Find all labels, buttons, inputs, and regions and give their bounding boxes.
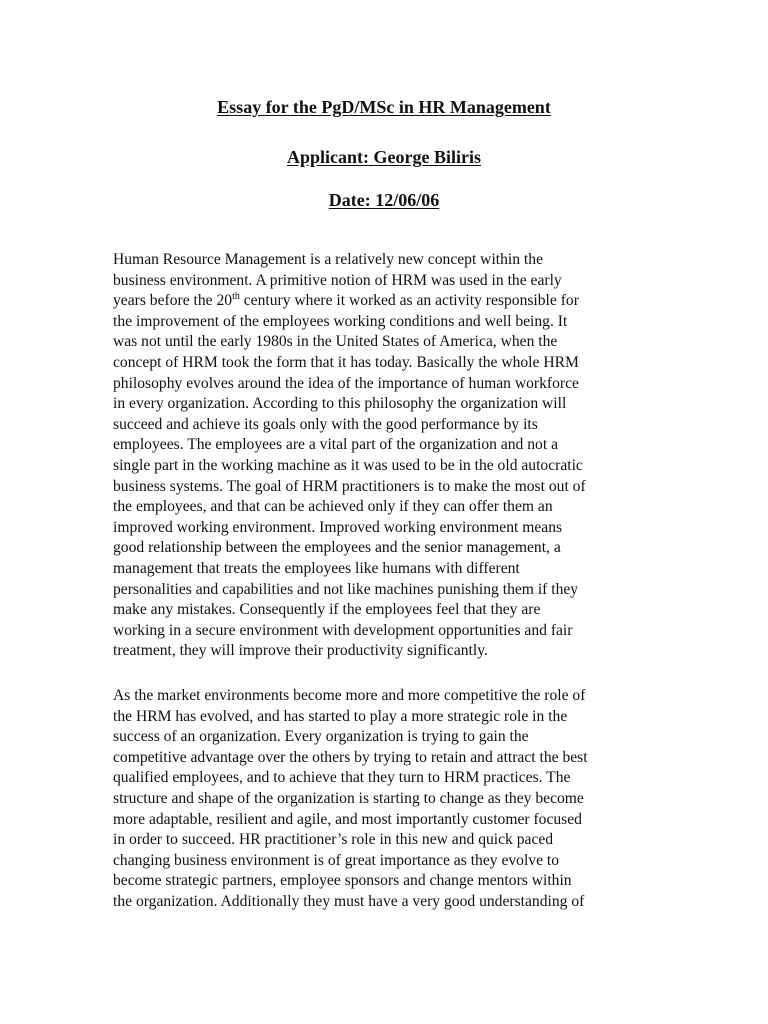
text-line: treatment, they will improve their productivity significantly. [113,642,488,660]
text-line: the improvement of the employees working conditions and well being. It [113,312,568,330]
text-line: changing business environment is of great importance as they evolve to [113,851,560,869]
text-line: success of an organization. Every organization is trying to gain the [113,728,529,746]
text-line-part: century where it worked as an activity responsible for [239,292,579,310]
date-line [0,189,768,211]
text-line: philosophy evolves around the idea of the importance of human workforce [113,374,579,392]
text-line: succeed and achieve its goals only with the good performance by its [113,415,538,433]
text-line: in every organization. According to this philosophy the organization will [113,395,567,413]
text-line-part: years before the 20 [113,292,233,310]
text-line: was not until the early 1980s in the United States of America, when the [113,333,558,351]
date-text: Date: 12/06/06 [328,190,440,210]
text-line: qualified employees, and to achieve that they turn to HRM practices. The [113,769,571,787]
text-line: good relationship between the employees and the senior management, a [113,539,561,557]
essay-title-text: Essay for the PgD/MSc in HR Management [217,97,551,117]
text-line: employees. The employees are a vital part of the organization and not a [113,436,558,454]
text-line: working in a secure environment with development opportunities and fair [113,621,573,639]
text-line: competitive advantage over the others by trying to retain and attract the best [113,748,588,766]
applicant-text: Applicant: George Biliris [287,147,481,167]
text-line: in order to succeed. HR practitioner’s role in this new and quick paced [113,831,554,849]
text-line: the employees, and that can be achieved only if they can offer them an [113,498,553,516]
text-line: single part in the working machine as it was used to be in the old autocratic [113,456,583,474]
text-line: Human Resource Management is a relatively new concept within the [113,251,543,268]
text-line: concept of HRM took the form that it has today. Basically the whole HRM [113,353,579,371]
text-line: management that treats the employees like humans with different [113,559,520,577]
superscript: th [232,291,240,303]
text-line: more adaptable, resilient and agile, and most importantly customer focused [113,810,582,828]
text-line: personalities and capabilities and not like machines punishing them if they [113,580,579,598]
applicant-line [0,146,768,168]
text-line: improved working environment. Improved working environment means [113,518,563,536]
essay-title [0,96,768,118]
text-line [113,291,658,312]
text-line: As the market environments become more and more competitive the role of [113,687,586,704]
text-line: the organization. Additionally they must have a very good understanding of [113,892,585,910]
paragraph-2 [113,686,658,913]
text-line: make any mistakes. Consequently if the employees feel that they are [113,601,541,619]
text-line: become strategic partners, employee sponsors and change mentors within [113,872,572,890]
paragraph-1 [113,250,658,662]
text-line: business environment. A primitive notion of HRM was used in the early [113,271,562,289]
text-line: the HRM has evolved, and has started to play a more strategic role in the [113,707,568,725]
text-line: structure and shape of the organization is starting to change as they become [113,789,584,807]
text-line: business systems. The goal of HRM practitioners is to make the most out of [113,477,586,495]
